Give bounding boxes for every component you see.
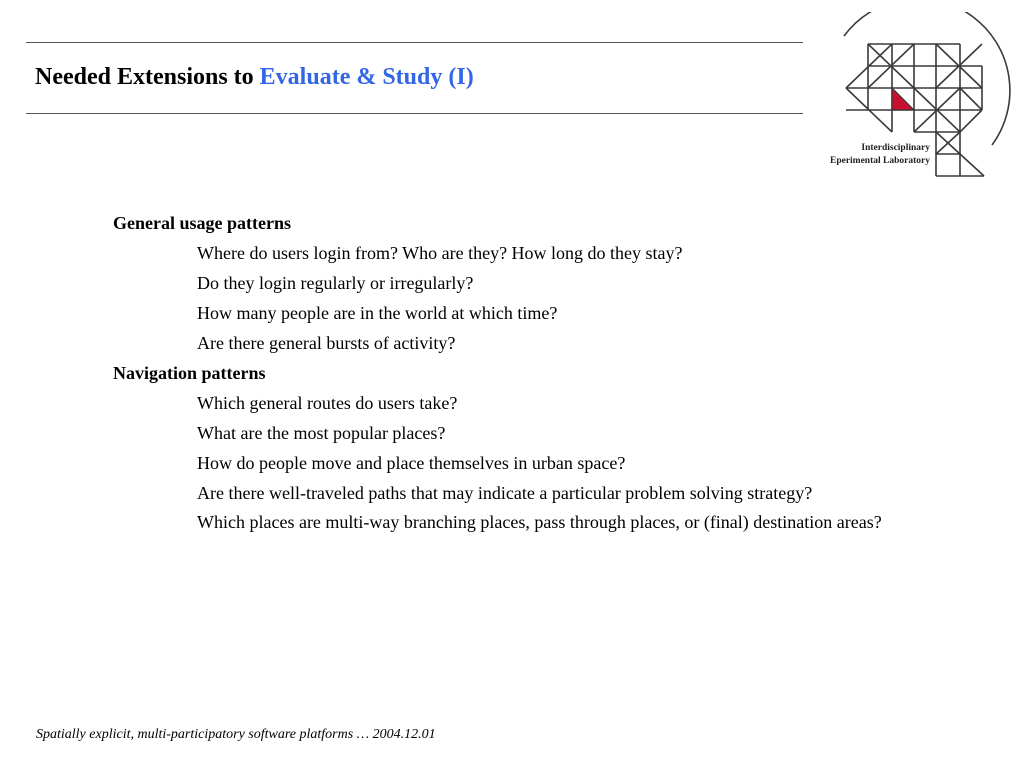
slide-footer: Spatially explicit, multi-participatory software platforms … 2004.12.01 [36, 727, 436, 742]
title-rule-bottom [26, 113, 803, 114]
list-item: Which places are multi-way branching places, pass through places, or (final) destination areas? [197, 512, 882, 532]
list-item: Are there general bursts of activity? [197, 333, 456, 353]
logo-line-1: Interdisciplinary [861, 143, 930, 153]
list-item: How many people are in the world at which time? [197, 303, 558, 323]
list-item: Which general routes do users take? [197, 393, 458, 413]
slide-body [113, 208, 993, 536]
list-item: Do they login regularly or irregularly? [197, 273, 474, 293]
lab-logo-text [808, 142, 930, 168]
slide-title [35, 60, 474, 94]
section-heading-general-usage: General usage patterns [113, 213, 291, 233]
logo-line-2: Eperimental Laboratory [829, 156, 930, 166]
section-heading-navigation: Navigation patterns [113, 363, 266, 383]
logo-red-triangle [892, 88, 914, 110]
list-item: How do people move and place themselves in urban space? [197, 453, 626, 473]
title-rule-top [26, 42, 803, 43]
slide-title-plain: Needed Extensions to [35, 64, 260, 90]
list-item: Where do users login from? Who are they? How long do they stay? [197, 243, 683, 263]
list-item: Are there well-traveled paths that may indicate a particular problem solving strategy? [197, 483, 813, 503]
list-item: What are the most popular places? [197, 423, 446, 443]
slide-title-accent: Evaluate & Study (I) [259, 64, 474, 90]
lab-logo [808, 12, 1014, 180]
